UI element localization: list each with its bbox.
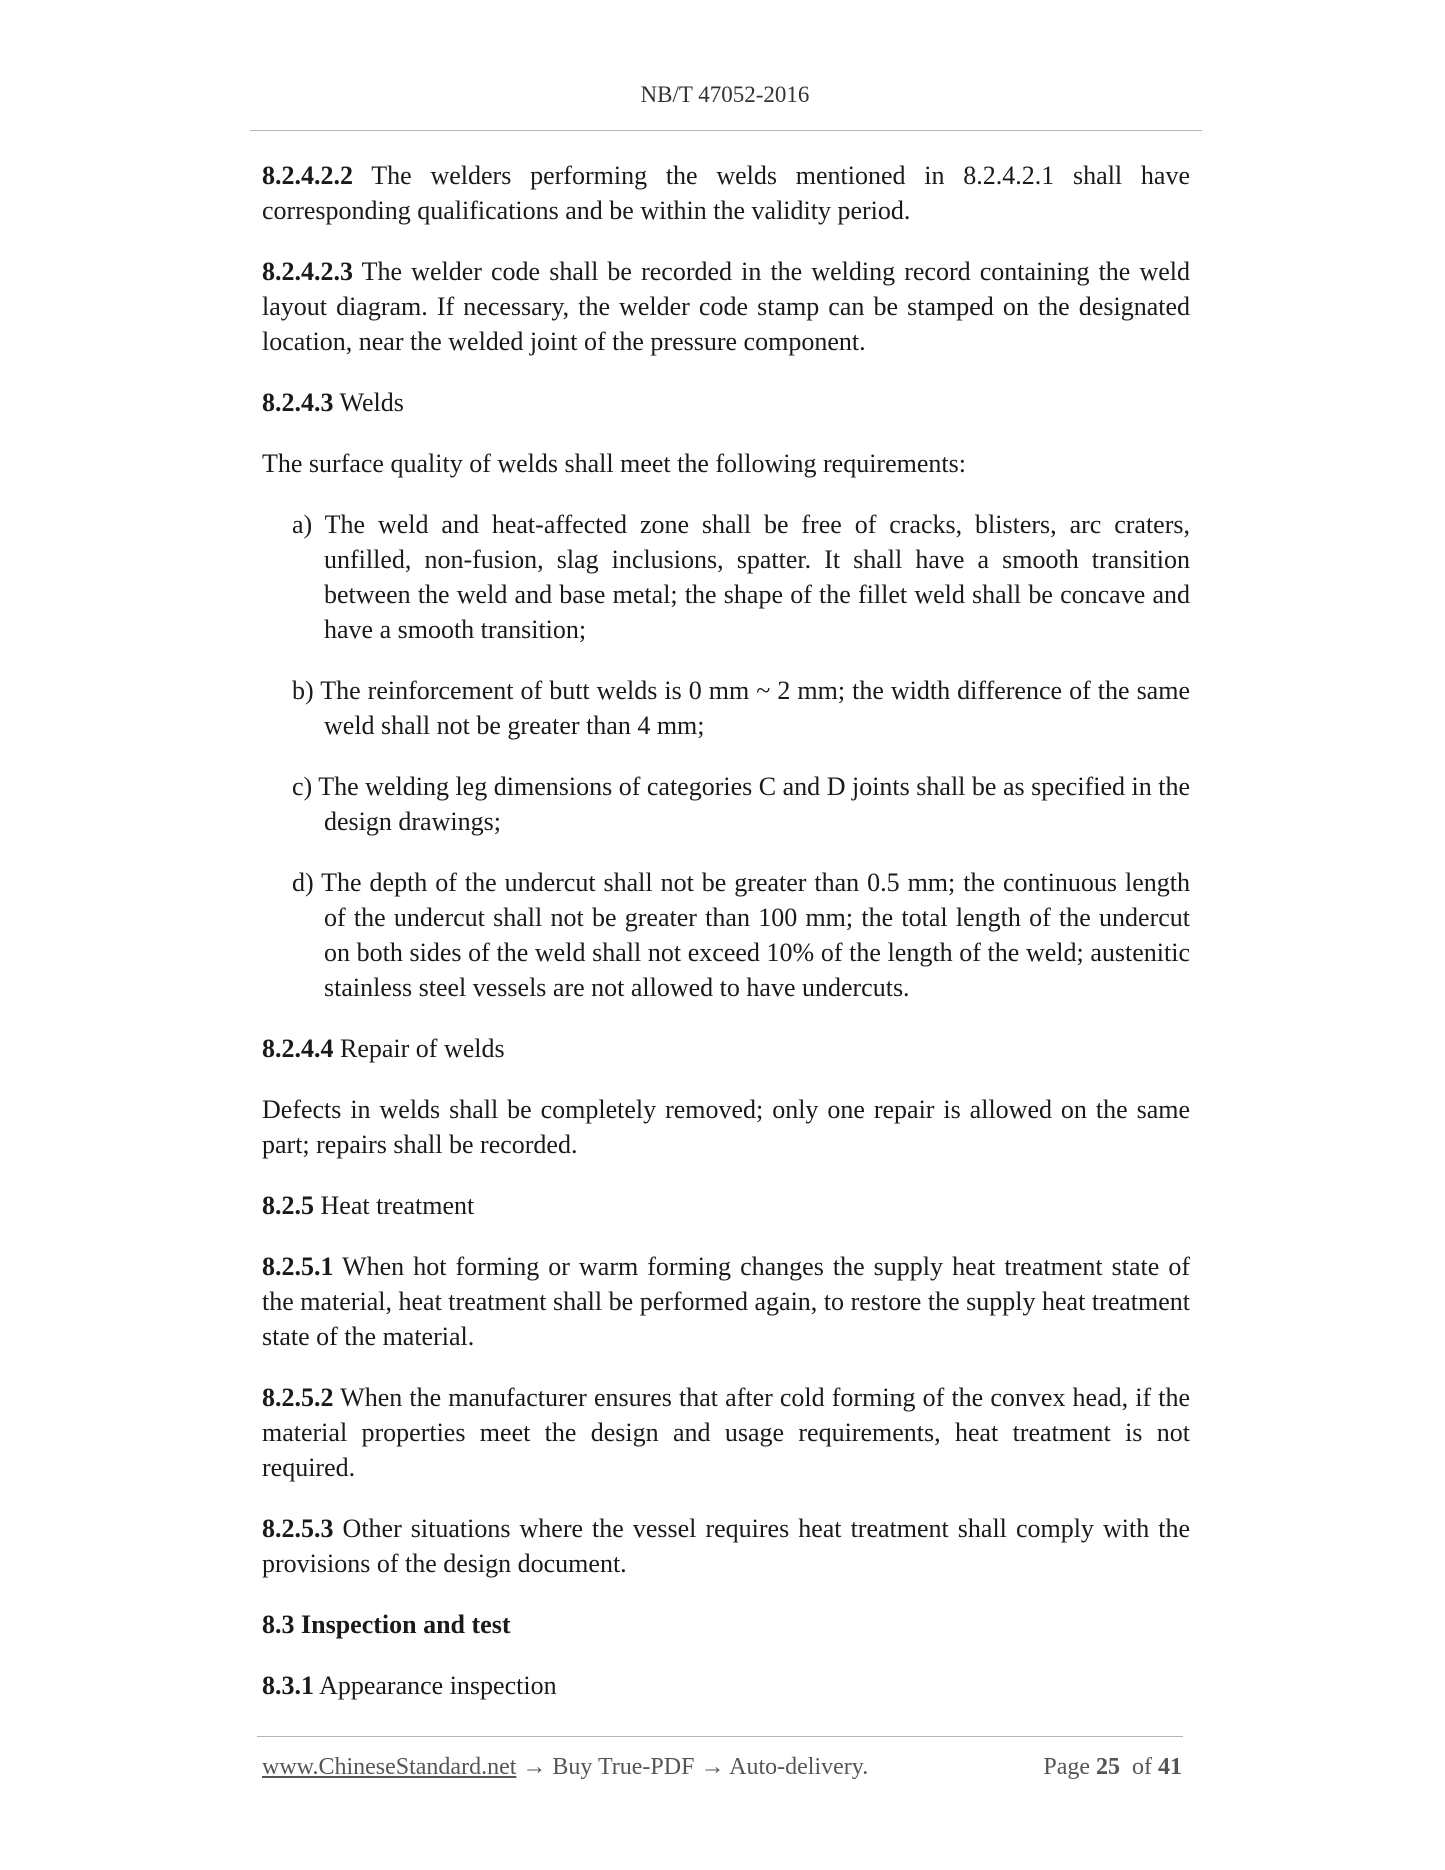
clause-number: 8.3.1 [262,1671,314,1700]
page-content [262,158,1190,1729]
clause-8-2-5-3 [262,1511,1190,1581]
of-label: of [1132,1754,1152,1780]
clause-text: Heat treatment [314,1191,475,1220]
clause-number: 8.2.5.2 [262,1383,334,1412]
page-label: Page [1043,1754,1090,1780]
list-item-d: d) The depth of the undercut shall not be greater than 0.5 mm; the continuous length of the undercut shall not be greater than 100 mm; the total length of the undercut on both sides of the weld shall not exceed 10% of the length of the weld; austenitic stainless steel vessels are not allowed to have undercuts. [292,868,1190,1002]
doc-id: NB/T 47052-2016 [640,82,810,107]
clause-number: 8.2.4.2.3 [262,257,353,286]
list-item-b: b) The reinforcement of butt welds is 0 mm ~ 2 mm; the width difference of the same weld shall not be greater than 4 mm; [292,676,1190,740]
auto-delivery-text: Auto-delivery. [729,1754,869,1780]
clause-number: 8.2.4.4 [262,1034,334,1063]
clause-8-2-4-2-3 [262,254,1190,359]
arrow-right-icon: → [516,1754,553,1780]
clause-number: 8.2.5.1 [262,1252,334,1281]
clause-number: 8.2.5.3 [262,1514,334,1543]
clause-8-2-5-2 [262,1380,1190,1485]
clause-8-2-4-4 [262,1031,1190,1066]
clause-number: 8.2.4.3 [262,388,334,417]
repair-text: Defects in welds shall be completely removed; only one repair is allowed on the same part; repairs shall be recorded. [262,1095,1190,1159]
section-heading-8-3: 8.3 Inspection and test [262,1610,511,1639]
page-total: 41 [1158,1754,1182,1780]
clause-8-3-1 [262,1668,1190,1703]
list-item-a: a) The weld and heat-affected zone shall be free of cracks, blisters, arc craters, unfilled, non-fusion, slag inclusions, spatter. It shall have a smooth transition between the weld and base metal; the shape of the fillet weld shall be concave and have a smooth transition; [292,510,1190,644]
clause-text: Welds [333,388,404,417]
clause-8-2-5-1 [262,1249,1190,1354]
clause-text: When the manufacturer ensures that after cold forming of the convex head, if the material properties meet the design and usage requirements, heat treatment is not required. [262,1383,1190,1482]
clause-text: Other situations where the vessel requires heat treatment shall comply with the provisions of the design document. [262,1514,1190,1578]
clause-text: The welder code shall be recorded in the welding record containing the weld layout diagram. If necessary, the welder code stamp can be stamped on the designated location, near the welded joint of the pressure component. [262,257,1190,356]
buy-pdf-text: Buy True-PDF [552,1754,695,1780]
document-header [250,82,1200,108]
header-divider [250,130,1202,131]
weld-requirements-intro: The surface quality of welds shall meet the following requirements: [262,449,966,478]
clause-text: When hot forming or warm forming changes the supply heat treatment state of the material, heat treatment shall be performed again, to restore the supply heat treatment state of the material. [262,1252,1190,1351]
clause-text: Repair of welds [333,1034,505,1063]
clause-number: 8.2.5 [262,1191,314,1220]
clause-8-2-5 [262,1188,1190,1223]
page-indicator [1043,1754,1182,1781]
arrow-right-icon: → [694,1754,730,1780]
clause-text: Appearance inspection [314,1671,557,1700]
list-item-c: c) The welding leg dimensions of categories C and D joints shall be as specified in the design drawings; [292,772,1190,836]
clause-8-2-4-3 [262,385,1190,420]
clause-text: The welders performing the welds mentioned in 8.2.4.2.1 shall have corresponding qualifications and be within the validity period. [262,161,1190,225]
footer-promo [262,1754,868,1781]
footer-divider [257,1736,1183,1737]
clause-number: 8.2.4.2.2 [262,161,353,190]
website-link[interactable]: www.ChineseStandard.net [262,1754,517,1780]
page-number: 25 [1096,1754,1120,1780]
clause-8-2-4-2-2 [262,158,1190,228]
